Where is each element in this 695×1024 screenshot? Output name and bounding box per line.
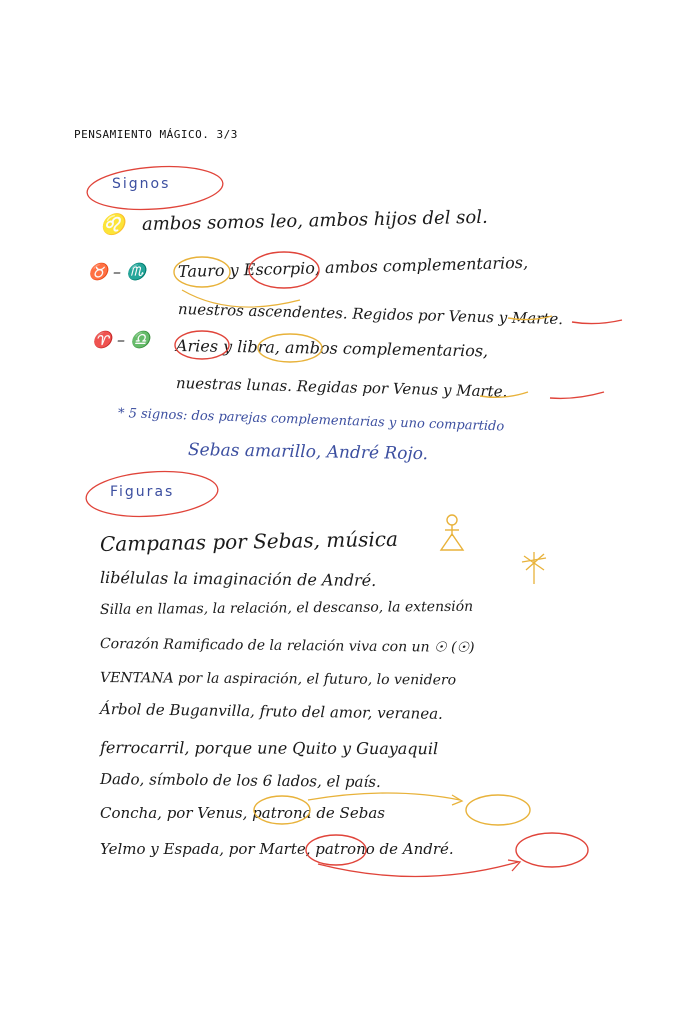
signos-note: * 5 signos: dos parejas complementarias y uno compartido: [117, 406, 505, 435]
signos-heading: Signos: [112, 176, 171, 192]
arrow-head-yellow: [452, 795, 462, 805]
signos-line4: Aries y libra, ambos complementarios,: [175, 336, 489, 361]
signos-line2-symbol: ♉ – ♏: [88, 262, 147, 281]
figuras-line-10: Yelmo y Espada, por Marte, patrono de André.: [100, 840, 454, 858]
signos-line2: Tauro y Escorpio, ambos complementarios,: [177, 252, 529, 281]
figuras-line-8: Dado, símbolo de los 6 lados, el país.: [99, 770, 381, 791]
page-header: PENSAMIENTO MÁGICO. 3/3: [74, 128, 238, 141]
figuras-line-1: Campanas por Sebas, música: [99, 526, 399, 556]
marte-andre-arrow: [318, 862, 518, 877]
figuras-line-4: Corazón Ramificado de la relación viva con un ☉ (☉): [99, 636, 475, 656]
signos-line3: nuestros ascendentes. Regidos por Venus y Marte.: [177, 300, 564, 329]
sebas-circle: [466, 795, 530, 825]
marte-underline: [572, 320, 622, 324]
figuras-line-2: libélulas la imaginación de André.: [99, 568, 377, 590]
bell-icon: [441, 515, 463, 550]
signos-line4-symbol: ♈ – ♎: [92, 330, 151, 349]
figuras-line-3: Silla en llamas, la relación, el descanso, la extensión: [99, 598, 474, 618]
figuras-line-6: Árbol de Buganvilla, fruto del amor, veranea.: [99, 700, 443, 723]
signos-line5: nuestras lunas. Regidas por Venus y Marte.: [175, 374, 508, 401]
signos-colors: Sebas amarillo, André Rojo.: [187, 440, 429, 465]
marte-underline-2: [550, 392, 604, 398]
figuras-line-5: VENTANA por la aspiración, el futuro, lo venidero: [99, 670, 457, 689]
venus-sebas-arrow: [308, 793, 460, 800]
figuras-line-9: Concha, por Venus, patrona de Sebas: [100, 804, 385, 822]
figuras-line-7: ferrocarril, porque une Quito y Guayaquil: [99, 738, 439, 759]
signos-line1: ambos somos leo, ambos hijos del sol.: [141, 206, 488, 235]
arrow-head-red: [508, 860, 520, 871]
dragonfly-icon: [522, 552, 546, 584]
figuras-heading: Figuras: [110, 484, 175, 500]
signos-line1-symbol: ♌: [100, 212, 125, 236]
andre-circle: [516, 833, 588, 867]
